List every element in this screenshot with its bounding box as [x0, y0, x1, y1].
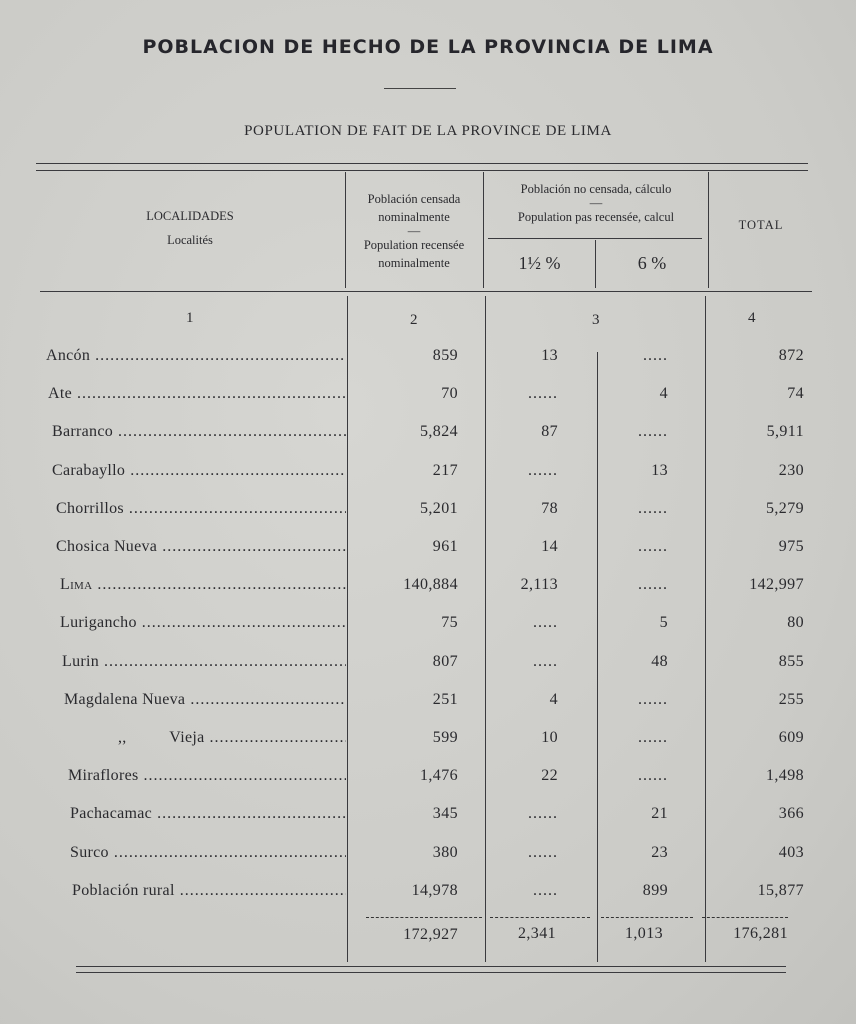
pct-6-value: ..... [643, 347, 668, 364]
pct-6-value: 13 [651, 461, 668, 479]
sum-rule-pct-1-5 [490, 917, 590, 918]
locality-name: Chosica Nueva ..... [56, 538, 346, 556]
sum-rule-censada [366, 917, 482, 918]
column-number-4: 4 [748, 310, 756, 326]
header-bottom-rule [40, 291, 812, 292]
column-number-3: 3 [592, 312, 600, 328]
table-row [0, 462, 856, 492]
pct-6-value: ...... [638, 767, 668, 785]
total-value: 230 [778, 461, 804, 479]
pct-1-5-value: ...... [528, 385, 558, 403]
total-value: 142,997 [749, 576, 804, 594]
header-censada-line1: Población censada [367, 192, 461, 206]
pct-1-5-value: ...... [528, 843, 558, 861]
header-separator-dash: — [589, 196, 603, 210]
censada-value: 5,824 [420, 423, 458, 441]
censada-value: 599 [432, 729, 458, 746]
total-value: 15,877 [757, 881, 804, 899]
table-row [0, 767, 856, 797]
locality-name: Magdalena Nueva ..... [64, 691, 346, 709]
table-row [0, 576, 856, 606]
total-value: 80 [787, 614, 804, 632]
title-divider [384, 88, 456, 89]
locality-name: Ancón ..... [46, 347, 346, 365]
censada-value: 345 [432, 805, 458, 823]
total-value: 366 [778, 805, 804, 823]
total-pct-1-5: 2,341 [518, 925, 556, 942]
locality-name: Chorrillos ..... [56, 500, 346, 518]
censada-value: 14,978 [411, 881, 458, 899]
table-row [0, 614, 856, 644]
header-localidades [40, 207, 340, 249]
censada-value: 859 [432, 347, 458, 364]
subheader-rule [488, 238, 702, 239]
table-bottom-rule [76, 966, 786, 967]
table-top-rule [36, 163, 808, 164]
pct-6-value: ...... [638, 538, 668, 555]
header-recensee-line2: nominalmente [378, 256, 450, 270]
table-row [0, 882, 856, 912]
locality-name: Pachacamac ..... [70, 805, 346, 823]
pct-1-5-value: 22 [541, 767, 558, 785]
pct-1-5-value: 14 [541, 538, 558, 555]
censada-value: 380 [432, 843, 458, 861]
table-row [0, 691, 856, 721]
table-row [0, 653, 856, 683]
page-title: POBLACION DE HECHO DE LA PROVINCIA DE LIMA [142, 36, 714, 58]
header-pas-recensee-fr: Population pas recensée, calcul [517, 210, 675, 224]
pct-1-5-value: ...... [528, 805, 558, 823]
header-total: TOTAL [738, 218, 784, 232]
pct-6-value: 4 [659, 385, 668, 403]
sum-rule-pct-6 [601, 917, 693, 918]
censada-value: 5,201 [420, 499, 458, 517]
total-value: 255 [778, 690, 804, 708]
pct-6-value: ...... [638, 690, 668, 708]
total-value: 855 [778, 652, 804, 670]
header-localidades-es: LOCALIDADES [146, 209, 234, 223]
table-row [0, 423, 856, 453]
pct-6-value: 899 [642, 881, 668, 899]
total-value: 1,498 [766, 767, 804, 785]
pct-6-value: 23 [651, 843, 668, 861]
censada-value: 75 [441, 614, 458, 632]
locality-name: ,, Vieja ..... [118, 729, 346, 747]
locality-name: Población rural ..... [72, 882, 346, 900]
table-row [0, 500, 856, 530]
header-censada-line2: nominalmente [378, 210, 450, 224]
censada-value: 1,476 [420, 767, 458, 785]
header-localites-fr: Localités [167, 233, 213, 247]
total-value: 5,279 [766, 499, 804, 517]
pct-1-5-value: ..... [533, 881, 558, 899]
table-row [0, 347, 856, 377]
locality-name: Miraflores ..... [68, 767, 346, 785]
pct-1-5-value: ...... [528, 461, 558, 479]
pct-6-value: ...... [638, 499, 668, 517]
locality-name: Surco ..... [70, 844, 346, 862]
pct-6-value: ...... [638, 729, 668, 746]
total-pct-6: 1,013 [625, 925, 663, 942]
pct-6-value: ...... [638, 576, 668, 594]
table-top-rule-2 [36, 170, 808, 171]
pct-1-5-value: 2,113 [520, 576, 558, 594]
censada-value: 807 [432, 652, 458, 670]
pct-1-5-value: 87 [541, 423, 558, 441]
page-subtitle: POPULATION DE FAIT DE LA PROVINCE DE LIMA [244, 123, 612, 139]
header-no-censada-es: Población no censada, cálculo [520, 182, 672, 196]
locality-name: Carabayllo ..... [52, 462, 346, 480]
table-row [0, 844, 856, 874]
locality-name: Ate ..... [48, 385, 346, 403]
header-no-censada [484, 180, 708, 226]
table-row [0, 805, 856, 835]
locality-name: Lurin ..... [62, 653, 346, 671]
header-censada [346, 190, 482, 272]
total-value: 74 [787, 385, 804, 403]
total-value: 975 [778, 538, 804, 555]
total-value: 872 [778, 347, 804, 364]
table-bottom-rule-2 [76, 972, 786, 973]
pct-1-5-value: 78 [541, 499, 558, 517]
censada-value: 140,884 [403, 576, 458, 594]
total-grand: 176,281 [733, 925, 788, 942]
sum-rule-total [702, 917, 788, 918]
table-row [0, 538, 856, 568]
total-censada: 172,927 [403, 926, 458, 943]
pct-6-value: ...... [638, 423, 668, 441]
header-recensee-line1: Population recensée [363, 238, 465, 252]
total-value: 5,911 [766, 423, 804, 441]
header-pct-6: 6 % [637, 253, 667, 273]
table-row [0, 385, 856, 415]
pct-6-value: 48 [651, 652, 668, 670]
locality-name: Barranco ..... [52, 423, 346, 441]
pct-1-5-value: ..... [533, 614, 558, 632]
header-separator-dash: — [407, 224, 421, 238]
pct-6-value: 21 [651, 805, 668, 823]
pct-1-5-value: 10 [541, 729, 558, 746]
total-value: 403 [778, 843, 804, 861]
pct-1-5-value: 4 [549, 690, 558, 708]
column-number-2: 2 [410, 312, 418, 328]
locality-name: Lurigancho ..... [60, 614, 346, 632]
locality-name: Lima ..... [60, 576, 346, 594]
censada-value: 961 [432, 538, 458, 555]
censada-value: 70 [441, 385, 458, 403]
censada-value: 251 [432, 690, 458, 708]
censada-value: 217 [432, 461, 458, 479]
pct-1-5-value: 13 [541, 347, 558, 364]
table-row [0, 729, 856, 759]
pct-6-value: 5 [659, 614, 668, 632]
total-value: 609 [778, 729, 804, 746]
column-number-1: 1 [186, 310, 194, 326]
pct-1-5-value: ..... [533, 652, 558, 670]
header-pct-1-5: 1½ % [518, 253, 561, 273]
